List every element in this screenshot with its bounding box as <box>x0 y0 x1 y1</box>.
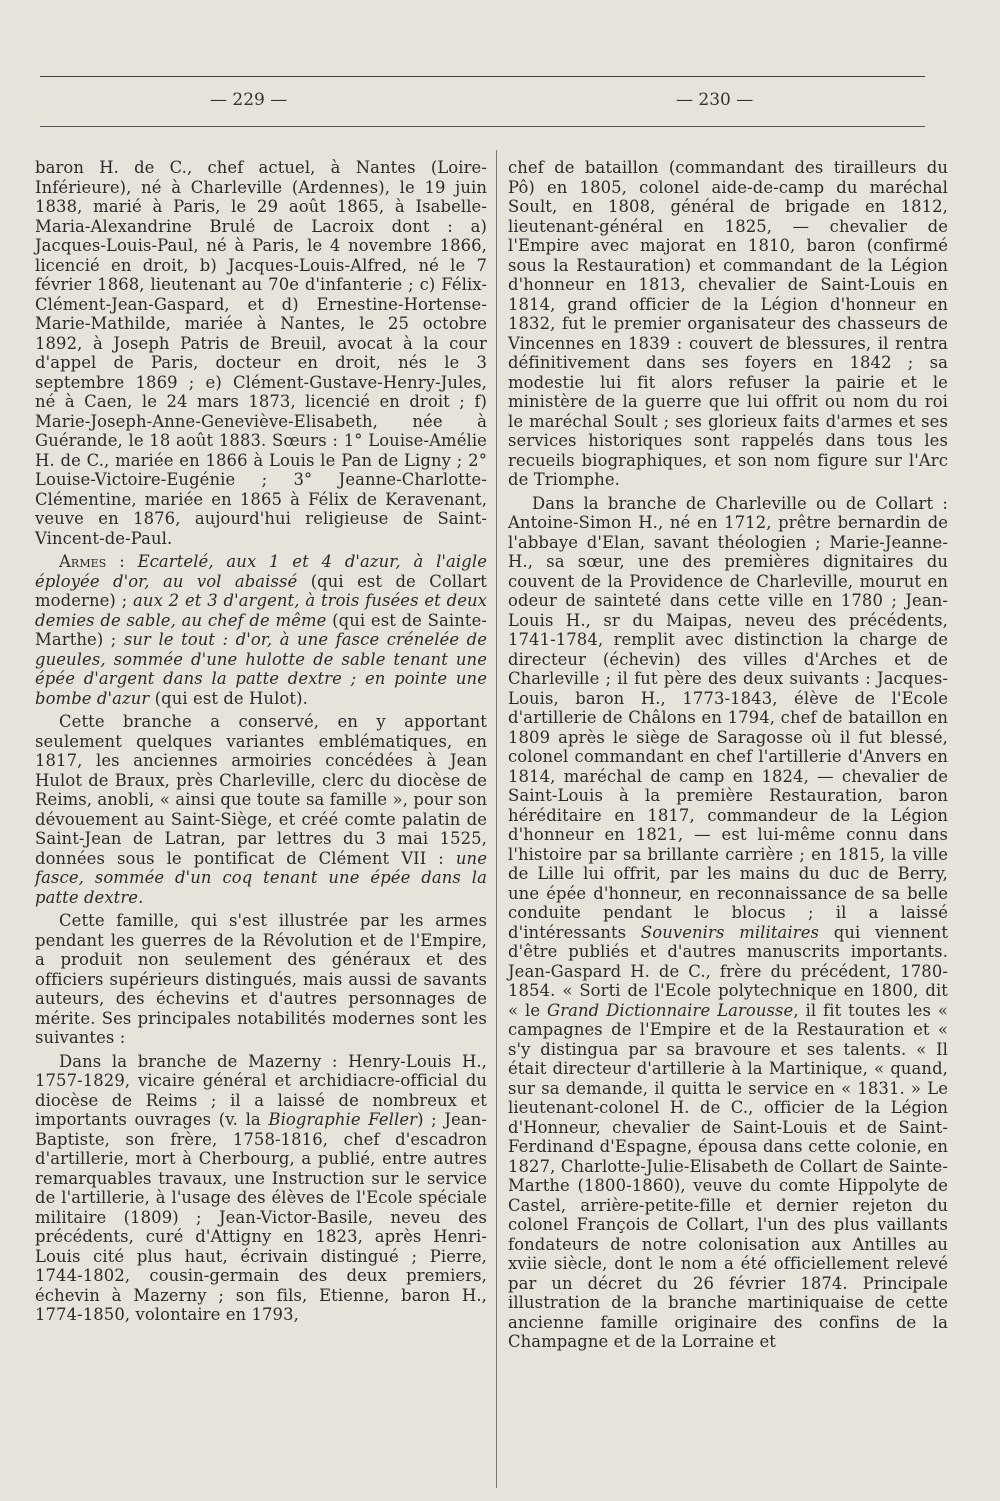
left-column <box>35 158 487 1329</box>
top-rule <box>40 76 925 77</box>
paragraph-mazerny: Dans la branche de Mazerny : Henry-Louis H., 1757-1829, vicaire général et archidiacre-official du diocèse de Reims ; il a laissé de nombreux et importants ouvrages (v. la Biographie Feller) ; Jean-Baptiste, son frère, 1758-1816, chef d'escadron d'artillerie, mort à Cherbourg, a publié, entre autres remarquables travaux, une Instruction sur le service de l'artillerie, à l'usage des élèves de l'Ecole spéciale militaire (1809) ; Jean-Victor-Basile, neveu des précédents, curé d'Attigny en 1823, après Henri-Louis cité plus haut, écrivain distingué ; Pierre, 1744-1802, cousin-germain des deux premiers, échevin à Mazerny ; son fils, Etienne, baron H., 1774-1850, volontaire en 1793, <box>35 1051 488 1324</box>
header-rule <box>40 126 925 127</box>
paragraph-etienne: chef de bataillon (commandant des tirailleurs du Pô) en 1805, colonel aide-de-camp du maréchal Soult, en 1808, général de brigade en 1812, lieutenant-général en 1825, — chevalier de l'Empire avec majorat en 1810, baron (confirmé sous la Restauration) et commandant de la Légion d'honneur en 1813, chevalier de Saint-Louis en 1814, grand officier de la Légion d'honneur en 1832, fut le premier organisateur des chasseurs de Vincennes en 1839 : couvert de blessures, il rentra définitivement dans ses foyers en 1842 ; sa modestie lui fit alors refuser la pairie et le ministère de la guerre que lui offrit ou nom du roi le maréchal Soult ; ses glorieux faits d'armes et ses services historiques sont rappelés dans tous les recueils biographiques, et son nom figure sur l'Arc de Triomphe. <box>508 158 948 489</box>
armes-label: Armes : <box>59 552 125 571</box>
paragraph-armes: Armes : Ecartelé, aux 1 et 4 d'azur, à l'aigle éployée d'or, au vol abaissé (qui est de Collart moderne) ; aux 2 et 3 d'argent, à trois fusées et deux demies de sable, au chef de même (qui est de Sainte-Marthe) ; sur le tout : d'or, à une fasce crénelée de gueules, sommée d'une hulotte de sable tenant une épée d'argent dans la patte dextre ; en pointe une bombe d'azur (qui est de Hulot). <box>35 552 488 708</box>
page-number-left: — 229 — <box>210 90 288 110</box>
paragraph-charleville: Dans la branche de Charleville ou de Collart : Antoine-Simon H., né en 1712, prêtre bernardin de l'abbaye d'Elan, savant théologien ; Marie-Jeanne-H., sa sœur, une des premières dignitaires du couvent de la Providence de Charleville, mourut en odeur de sainteté dans cette ville en 1780 ; Jean-Louis H., sr du Maipas, neveu des précédents, 1741-1784, remplit avec distinction la charge de directeur (échevin) des villes d'Arches et de Charleville ; il fut père des deux suivants : Jacques-Louis, baron H., 1773-1843, élève de l'Ecole d'artillerie de Châlons en 1794, chef de bataillon en 1809 après le siège de Saragosse où il fut blessé, colonel commandant en chef l'artillerie d'Anvers en 1814, maréchal de camp en 1824, — chevalier de Saint-Louis à la première Restauration, baron héréditaire en 1817, commandeur de la Légion d'honneur en 1821, — est lui-même connu dans l'histoire par sa brillante carrière ; en 1815, la ville de Lille lui offrit, par les mains du duc de Berry, une épée d'honneur, en reconnaissance de sa belle conduite pendant le blocus ; il a laissé d'intéressants Souvenirs militaires qui viennent d'être publiés et d'autres manuscrits importants. Jean-Gaspard H. de C., frère du précédent, 1780-1854. « Sorti de l'Ecole polytechnique en 1800, dit « le Grand Dictionnaire Larousse, il fit toutes les « campagnes de l'Empire et de la Restauration et « s'y distingua par sa bravoure et ses talents. « Il était directeur d'artillerie à la Martinique, « quand, sur sa demande, il quitta le service en « 1831. » Le lieutenant-colonel H. de C., officier de la Légion d'Honneur, chevalier de Saint-Louis et de Saint-Ferdinand d'Espagne, épousa dans cette colonie, en 1827, Charlotte-Julie-Elisabeth de Collart de Sainte-Marthe (1800-1860), veuve du comte Hippolyte de Castel, arrière-petite-fille et dernier rejeton du colonel François de Collart, l'un des plus vaillants fondateurs de notre colonisation aux Antilles au xviie siècle, dont le nom a été officiellement relevé par un décret du 26 février 1874. Principale illustration de la branche martiniquaise de cette ancienne famille originaire des confins de la Champagne et de la Lorraine et <box>508 493 949 1351</box>
column-divider <box>496 150 497 1488</box>
paragraph-heir: baron H. de C., chef actuel, à Nantes (Loire-Inférieure), né à Charleville (Ardennes), le 19 juin 1838, marié à Paris, le 29 août 1865, à Isabelle-Maria-Alexandrine Brulé de Lacroix dont : a) Jacques-Louis-Paul, né à Paris, le 4 novembre 1866, licencié en droit, b) Jacques-Louis-Alfred, né le 7 février 1868, lieutenant au 70e d'infanterie ; c) Félix-Clément-Jean-Gaspard, et d) Ernestine-Hortense-Marie-Mathilde, mariée à Nantes, le 25 octobre 1892, à Joseph Patris de Breuil, avocat à la cour d'appel de Paris, docteur en droit, nés le 3 septembre 1869 ; e) Clément-Gustave-Henry-Jules, né à Caen, le 24 mars 1873, licencié en droit ; f) Marie-Joseph-Anne-Geneviève-Elisabeth, née à Guérande, le 18 août 1883. Sœurs : 1° Louise-Amélie H. de C., mariée en 1866 à Louis le Pan de Ligny ; 2° Louise-Victoire-Eugénie ; 3° Jeanne-Charlotte-Clémentine, mariée en 1865 à Félix de Keravenant, veuve en 1876, aujourd'hui religieuse de Saint-Vincent-de-Paul. <box>35 158 487 548</box>
right-column <box>508 158 948 1356</box>
paragraph-famille: Cette famille, qui s'est illustrée par les armes pendant les guerres de la Révolution et de l'Empire, a produit non seulement des généraux et des officiers supérieurs distingués, mais aussi de savants auteurs, des échevins et d'autres personnages de mérite. Ses principales notabilités modernes sont les suivantes : <box>35 911 487 1047</box>
paragraph-branche: Cette branche a conservé, en y apportant seulement quelques variantes emblématiques, en 1817, les anciennes armoiries concédées à Jean Hulot de Braux, près Charleville, clerc du diocèse de Reims, anobli, « ainsi que toute sa famille », pour son dévouement au Saint-Siège, et créé comte palatin de Saint-Jean de Latran, par lettres du 3 mai 1525, données sous le pontificat de Clément VII : une fasce, sommée d'un coq tenant une épée dans la patte dextre. <box>35 712 487 907</box>
page-number-right: — 230 — <box>676 90 754 110</box>
